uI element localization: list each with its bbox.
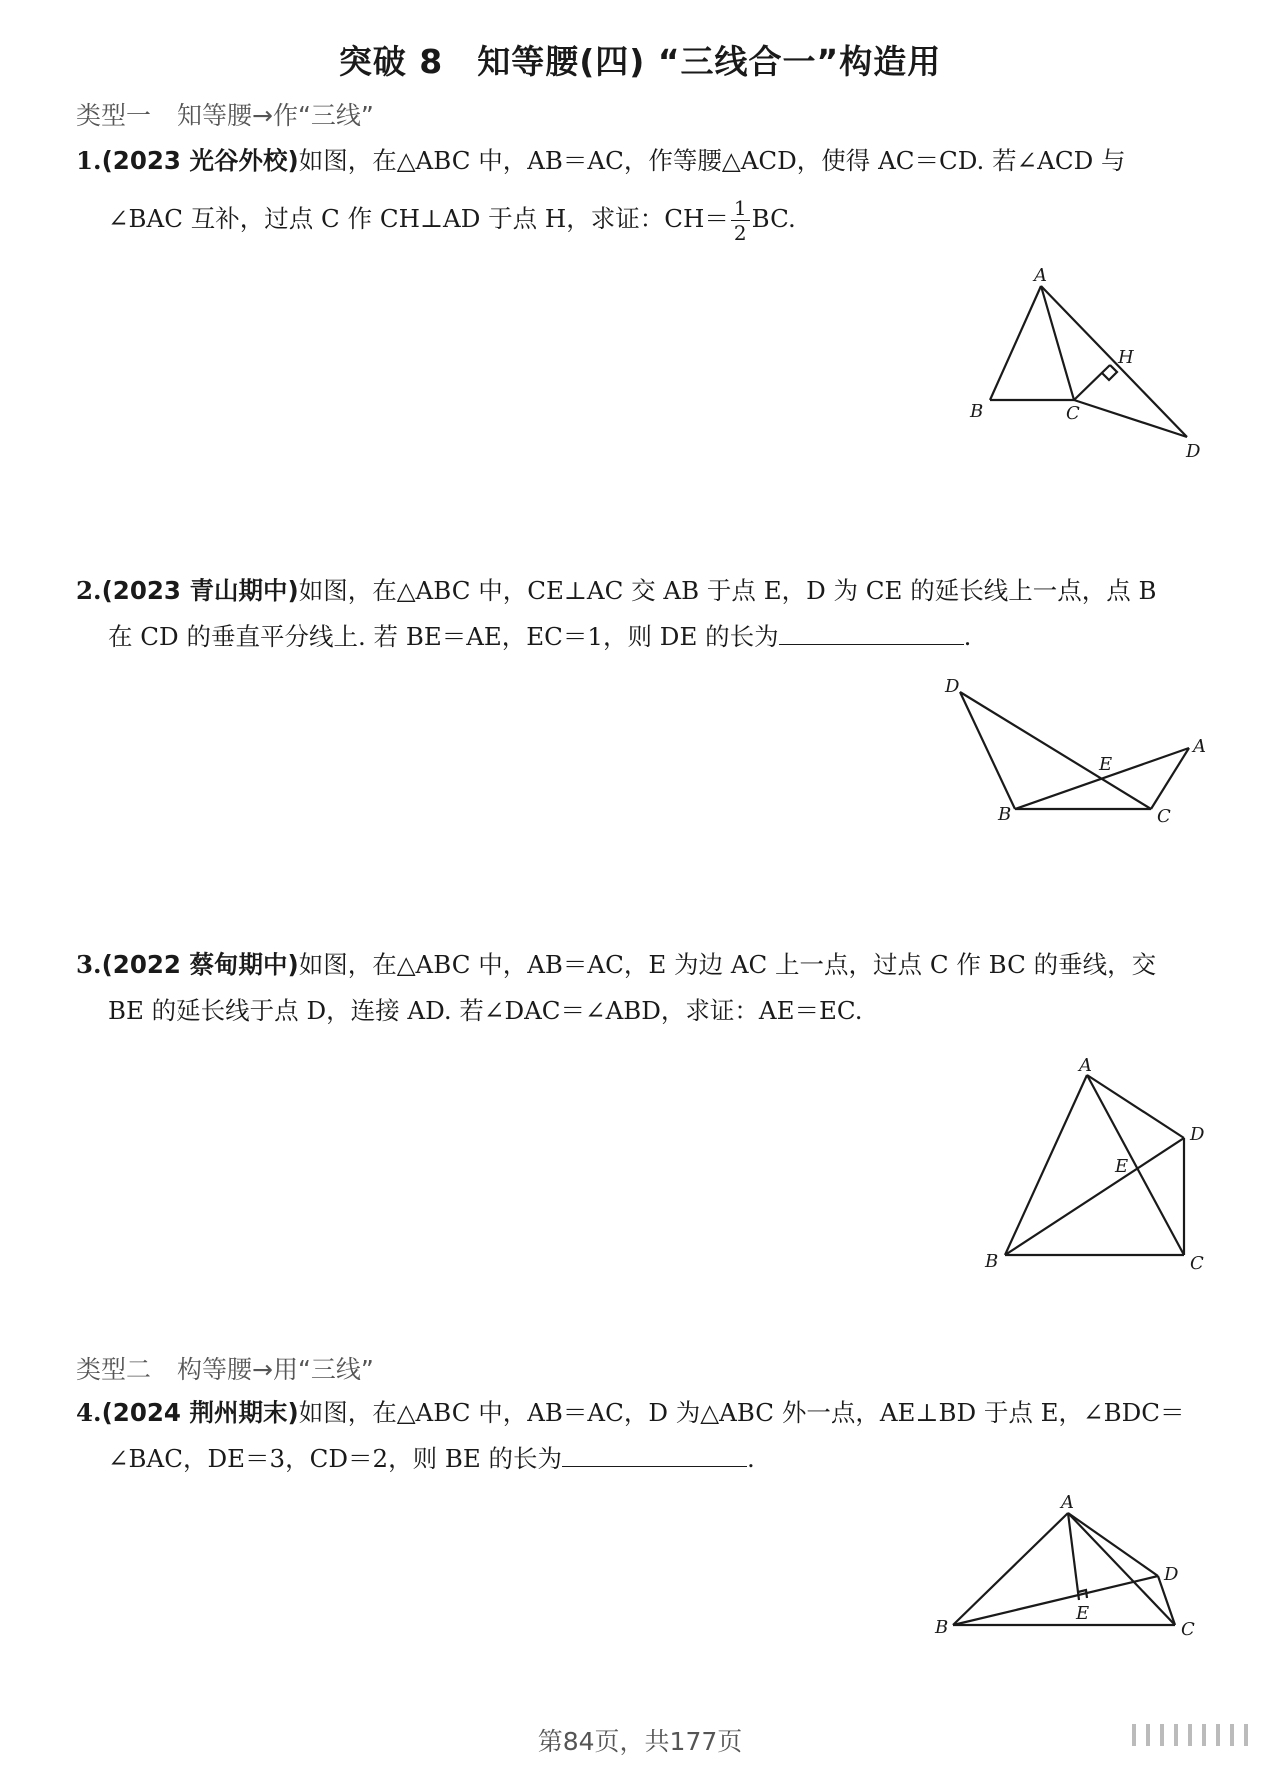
question-text-line1: 如图，在△ABC 中，CE⊥AC 交 AB 于点 E，D 为 CE 的延长线上一点，点 B (298, 576, 1157, 605)
page-indicator: 第84页，共177页 (537, 1727, 743, 1756)
point-label-C: C (1190, 1253, 1204, 1274)
question-text-line2: ∠BAC 互补，过点 C 作 CH⊥AD 于点 H，求证：CH＝ (108, 204, 729, 233)
question-text-line2-end: BC. (751, 204, 796, 233)
section-text: 构等腰→用“三线” (177, 1355, 374, 1384)
question-number: 1. (76, 146, 102, 175)
point-label-B: B (998, 804, 1012, 825)
question-3 (76, 942, 1206, 1034)
section-heading-2 (76, 1350, 374, 1386)
question-text-line1: 如图，在△ABC 中，AB＝AC，E 为边 AC 上一点，过点 C 作 BC 的垂线，交 (298, 950, 1157, 979)
point-label-H: H (1118, 347, 1134, 368)
question-number: 3. (76, 950, 102, 979)
page-title: 突破 8 知等腰(四) “三线合一”构造用 (338, 42, 942, 81)
point-label-A: A (1079, 1055, 1092, 1076)
section-heading-1 (76, 96, 374, 132)
figure-q4 (925, 1492, 1215, 1645)
point-label-E: E (1076, 1603, 1090, 1624)
point-label-C: C (1066, 403, 1080, 424)
answer-blank[interactable] (562, 1442, 747, 1467)
point-label-A: A (1034, 265, 1047, 286)
answer-blank[interactable] (779, 620, 964, 645)
question-text-line1: 如图，在△ABC 中，AB＝AC，作等腰△ACD，使得 AC＝CD. 若∠ACD 与 (298, 146, 1126, 175)
page-scrubber[interactable] (1132, 1722, 1250, 1748)
point-label-E: E (1115, 1156, 1129, 1177)
figure-q2 (935, 675, 1205, 825)
question-number: 2. (76, 576, 102, 605)
point-label-C: C (1157, 806, 1171, 827)
question-source: (2022 蔡甸期中) (101, 950, 299, 979)
fraction-one-half: $\frac{1}{2}$ (731, 198, 750, 243)
question-source: (2024 荆州期末) (101, 1398, 299, 1427)
point-label-D: D (945, 676, 960, 697)
point-label-D: D (1164, 1564, 1179, 1585)
point-label-A: A (1061, 1492, 1074, 1513)
question-source: (2023 青山期中) (101, 576, 299, 605)
question-text-line2: BE 的延长线于点 D，连接 AD. 若∠DAC＝∠ABD，求证：AE＝EC. (108, 996, 863, 1025)
figure-q3 (965, 1055, 1215, 1275)
point-label-A: A (1193, 736, 1206, 757)
question-2 (76, 568, 1206, 660)
question-number: 4. (76, 1398, 102, 1427)
point-label-B: B (935, 1617, 949, 1638)
question-1 (76, 138, 1206, 243)
question-text-line2-end: . (747, 1444, 755, 1473)
section-text: 知等腰→作“三线” (177, 101, 374, 130)
question-text-line2: 在 CD 的垂直平分线上. 若 BE＝AE，EC＝1，则 DE 的长为 (108, 622, 779, 651)
point-label-C: C (1181, 1619, 1195, 1640)
section-label: 类型一 (76, 101, 152, 130)
question-text-line2: ∠BAC，DE＝3，CD＝2，则 BE 的长为 (108, 1444, 563, 1473)
point-label-D: D (1190, 1124, 1205, 1145)
point-label-B: B (985, 1251, 999, 1272)
question-text-line1: 如图，在△ABC 中，AB＝AC，D 为△ABC 外一点，AE⊥BD 于点 E，∠BDC＝ (298, 1398, 1185, 1427)
figure-q1 (960, 265, 1201, 462)
question-source: (2023 光谷外校) (101, 146, 299, 175)
point-label-D: D (1186, 441, 1201, 462)
question-text-line2-end: . (963, 622, 972, 651)
point-label-E: E (1099, 754, 1113, 775)
section-label: 类型二 (76, 1355, 152, 1384)
point-label-B: B (970, 401, 984, 422)
question-4 (76, 1390, 1206, 1482)
